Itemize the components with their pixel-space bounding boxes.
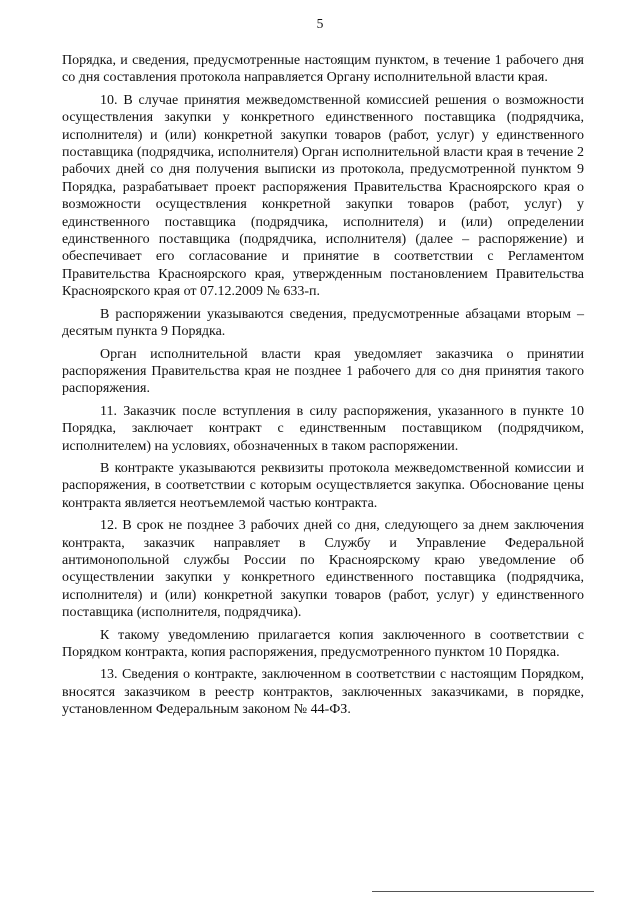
paragraph-notification: Орган исполнительной власти края уведомляет заказчика о принятии распоряжения Правительства края не позднее 1 рабочего для со дня принятия такого распоряжения. — [62, 346, 584, 397]
paragraph-contract-details: В контракте указываются реквизиты протокола межведомственной комиссии и распоряжения, в соответствии с которым осуществляется закупка. Обоснование цены контракта является неотъемлемой частью контракта. — [62, 460, 584, 511]
paragraph-item-13: 13. Сведения о контракте, заключенном в соответствии с настоящим Порядком, вносятся заказчиком в реестр контрактов, заключенных заказчиками, в порядке, установленном Федеральным законом № 44-ФЗ. — [62, 667, 584, 718]
paragraph-item-11: 11. Заказчик после вступления в силу распоряжения, указанного в пункте 10 Порядка, заключает контракт с единственным поставщиком (подрядчиком, исполнителем) на условиях, обозначенных в таком распоряжении. — [62, 403, 584, 454]
paragraph-item-12: 12. В срок не позднее 3 рабочих дней со дня, следующего за днем заключения контракта, заказчик направляет в Службу и Управление Федеральной антимонопольной службы России по Красноярскому краю уведомление об осуществлении закупки у конкретного единственного поставщика (подрядчика, исполнителя) и (или) конкретной закупки товаров (работ, услуг) у единственного поставщика (исполнителя, подрядчика). — [62, 518, 584, 621]
footer-rule — [372, 891, 594, 892]
paragraph-order-contents: В распоряжении указываются сведения, предусмотренные абзацами вторым – десятым пункта 9 Порядка. — [62, 306, 584, 340]
page-number: 5 — [316, 16, 324, 31]
paragraph-continuation: Порядка, и сведения, предусмотренные настоящим пунктом, в течение 1 рабочего дня со дня составления протокола направляется Органу исполнительной власти края. — [62, 53, 584, 86]
paragraph-attachments: К такому уведомлению прилагается копия заключенного в соответствии с Порядком контракта, копия распоряжения, предусмотренного пунктом 10 Порядка. — [62, 627, 584, 660]
document-body — [62, 52, 584, 724]
paragraph-item-10: 10. В случае принятия межведомственной комиссией решения о возможности осуществления закупки у конкретного единственного поставщика (подрядчика, исполнителя) и (или) конкретной закупки товаров (работ, услуг) у единственного поставщика (подрядчика, исполнителя) Орган исполнительной власти края в течение 2 рабочих дней со дня получения выписки из протокола, предусмотренной пунктом 9 Порядка, разрабатывает проект распоряжения Правительства Красноярского края о возможности осуществления конкретной закупки товаров (работ, услуг) у единственного поставщика (подрядчика, исполнителя) и (или) определении единственного поставщика (подрядчика, исполнителя) (далее – распоряжение) и обеспечивает его согласование и принятие в соответствии с Регламентом Правительства Красноярского края, утвержденным постановлением Правительства Красноярского края от 07.12.2009 № 633-п. — [62, 92, 584, 300]
